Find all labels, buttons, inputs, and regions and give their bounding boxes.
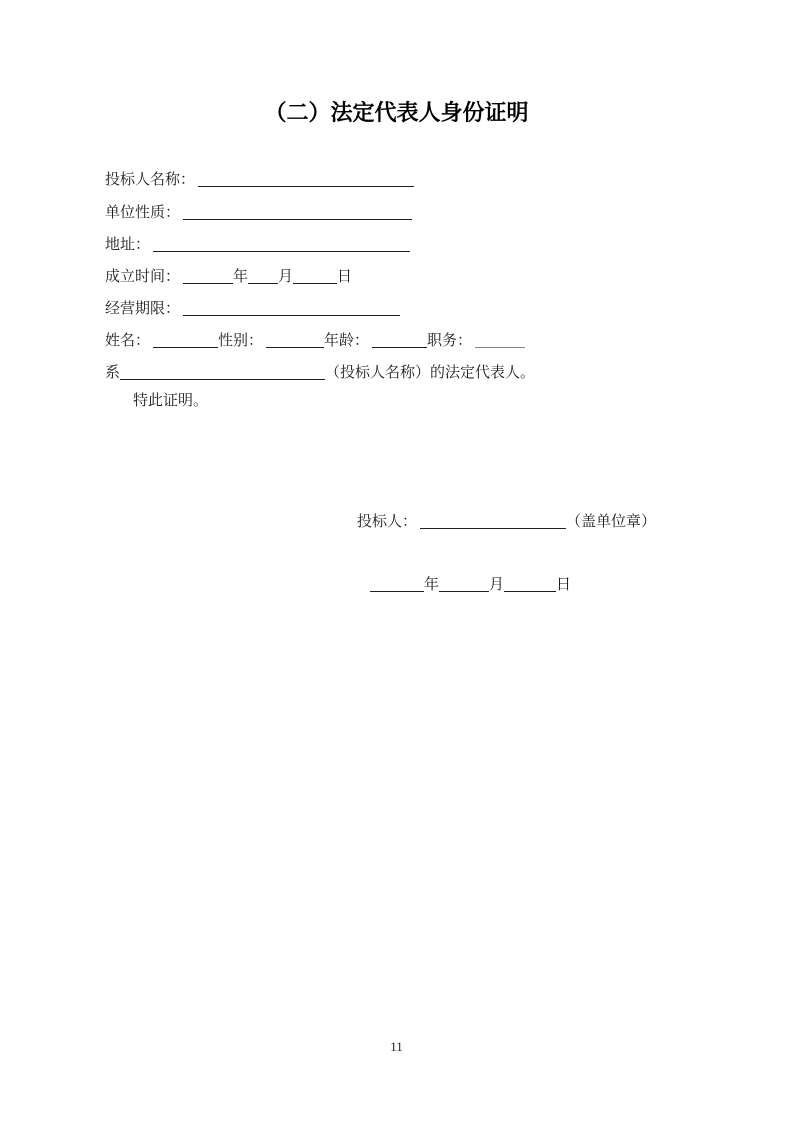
unit-nature-blank (183, 204, 412, 220)
signature-row-date (370, 575, 571, 595)
bidder-name-blank (198, 171, 414, 187)
name-label: 姓名： (105, 333, 151, 349)
name-blank (153, 332, 218, 348)
form-row-establish-date (105, 267, 352, 287)
business-term-label: 经营期限： (105, 301, 181, 317)
signature-row-bidder (357, 512, 656, 532)
signature-bidder-label: 投标人： (357, 514, 418, 530)
address-label: 地址： (105, 237, 151, 253)
gender-label: 性别： (218, 333, 264, 349)
seal-note: （盖单位章） (566, 514, 657, 530)
form-row-address (105, 235, 410, 255)
gender-blank (266, 332, 324, 348)
signature-year-blank (370, 576, 424, 592)
page-number: 11 (390, 1039, 403, 1054)
position-blank (475, 332, 525, 348)
page-title: （二）法定代表人身份证明 (264, 100, 529, 125)
is-prefix: 系 (105, 365, 121, 381)
signature-month-char: 月 (489, 577, 505, 593)
position-label: 职务： (427, 333, 473, 349)
signature-bidder-blank (420, 513, 566, 529)
year-char: 年 (233, 269, 249, 285)
establish-date-label: 成立时间： (105, 269, 181, 285)
form-row-person-info (105, 331, 525, 351)
legal-rep-suffix: （投标人名称）的法定代表人。 (325, 365, 536, 381)
month-char: 月 (278, 269, 294, 285)
establish-year-blank (183, 268, 233, 284)
signature-day-char: 日 (556, 577, 572, 593)
day-char: 日 (337, 269, 353, 285)
signature-day-blank (504, 576, 556, 592)
hereby-text: 特此证明。 (133, 393, 209, 409)
form-row-bidder-name (105, 170, 414, 190)
signature-month-blank (439, 576, 489, 592)
establish-month-blank (248, 268, 278, 284)
address-blank (153, 236, 410, 252)
form-row-business-term (105, 299, 400, 319)
form-row-unit-nature (105, 203, 412, 223)
establish-day-blank (293, 268, 337, 284)
business-term-blank (183, 300, 400, 316)
signature-year-char: 年 (424, 577, 440, 593)
legal-rep-blank (120, 364, 325, 380)
form-row-legal-rep (105, 363, 535, 383)
bidder-name-label: 投标人名称： (105, 172, 196, 188)
unit-nature-label: 单位性质： (105, 205, 181, 221)
age-blank (372, 332, 427, 348)
form-row-hereby (133, 391, 208, 411)
age-label: 年龄： (324, 333, 370, 349)
